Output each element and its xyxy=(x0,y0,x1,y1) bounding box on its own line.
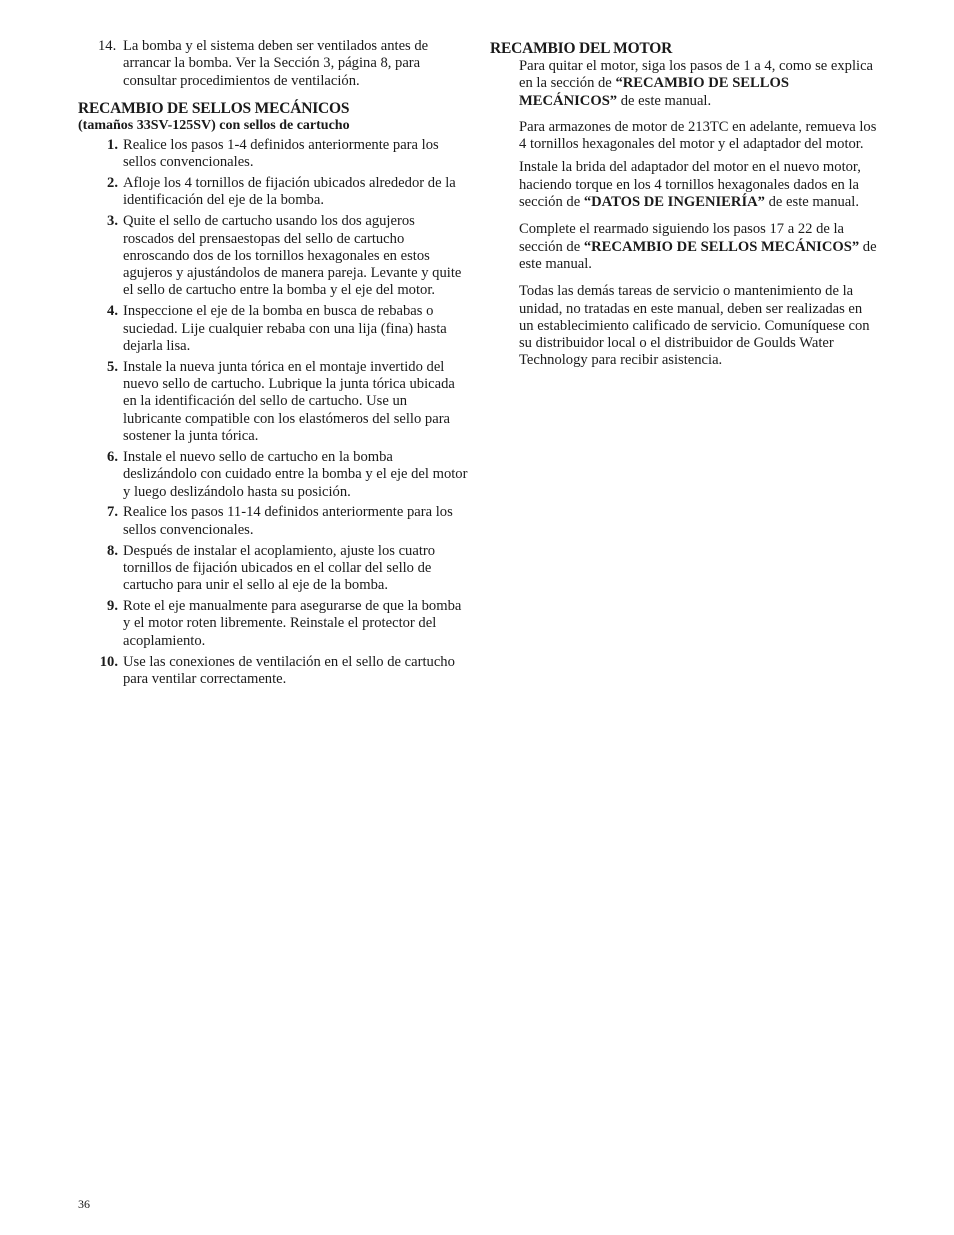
paragraph-motor-frames: Para armazones de motor de 213TC en adelante, remueva los 4 tornillos hexagonales del motor y el adaptador del motor. xyxy=(519,118,877,153)
text-run: de este manual. xyxy=(519,238,877,272)
section-title-seal-replacement: RECAMBIO DE SELLOS MECÁNICOS xyxy=(78,99,350,117)
list-item xyxy=(78,543,468,595)
step-text: Afloje los 4 tornillos de fijación ubicados alrededor de la identificación del eje de la bomba. xyxy=(123,175,456,209)
step-text: Realice los pasos 11-14 definidos anteriormente para los sellos convencionales. xyxy=(123,504,453,538)
text-run: Para quitar el motor, siga los pasos de 1 a 4, como se explica en la sección de xyxy=(519,58,874,92)
step-text: Inspeccione el eje de la bomba en busca de rebabas o suciedad. Lije cualquier rebaba con una lija (fina) hasta dejarla lisa. xyxy=(123,303,447,354)
list-item xyxy=(78,598,468,650)
list-item xyxy=(78,213,468,299)
section-reference: “RECAMBIO DE SELLOS MECÁNICOS” xyxy=(583,238,860,255)
section-subtitle-seal-sizes: (tamaños 33SV-125SV) con sellos de cartucho xyxy=(78,117,350,133)
step-text: Instale la nueva junta tórica en el montaje invertido del nuevo sello de cartucho. Lubrique la junta tórica ubicada en la identificación del sello de cartucho. Use un lubricante compatible con los elastómeros del sello para sostener la junta tórica. xyxy=(123,358,455,445)
step-number: 3. xyxy=(107,213,118,230)
step-number: 7. xyxy=(107,504,118,521)
list-item xyxy=(78,449,468,501)
paragraph-remove-motor xyxy=(519,58,880,110)
list-item xyxy=(78,504,468,539)
list-item xyxy=(78,654,468,689)
left-column xyxy=(78,38,468,688)
right-column xyxy=(490,40,880,370)
text-run: Instale la brida del adaptador del motor en el nuevo motor, haciendo torque en los 4 tornillos hexagonales dados en la sección de xyxy=(519,159,861,211)
intro-step xyxy=(78,38,468,90)
intro-step-number: 14. xyxy=(98,38,117,54)
step-text: Use las conexiones de ventilación en el sello de cartucho para ventilar correctamente. xyxy=(123,653,455,687)
intro-step-text: La bomba y el sistema deben ser ventilados antes de arrancar la bomba. Ver la Sección 3, página 8, para consultar procedimientos de ventilación. xyxy=(123,38,429,89)
seal-replacement-steps xyxy=(78,137,468,688)
step-text: Instale el nuevo sello de cartucho en la bomba deslizándolo con cuidado entre la bomba y el eje del motor y luego deslizándolo hasta su posición. xyxy=(123,448,468,500)
list-item xyxy=(78,303,468,355)
step-number: 4. xyxy=(107,303,118,320)
list-item xyxy=(78,359,468,445)
step-number: 10. xyxy=(99,653,118,670)
list-item xyxy=(78,137,468,172)
page-number: 36 xyxy=(78,1197,90,1211)
motor-replacement-body xyxy=(490,58,880,370)
step-number: 2. xyxy=(107,175,118,192)
step-text: Después de instalar el acoplamiento, ajuste los cuatro tornillos de fijación ubicados en el collar del sello de cartucho para unir el sello al eje de la bomba. xyxy=(123,542,436,594)
text-run: de este manual. xyxy=(764,194,859,211)
section-reference: “DATOS DE INGENIERÍA” xyxy=(583,194,765,211)
step-number: 6. xyxy=(107,448,118,465)
section-title-motor-replacement: RECAMBIO DEL MOTOR xyxy=(490,40,673,57)
step-number: 9. xyxy=(107,598,118,615)
step-number: 5. xyxy=(107,358,118,375)
text-run: de este manual. xyxy=(617,92,712,109)
step-text: Rote el eje manualmente para asegurarse de que la bomba y el motor roten libremente. Reinstale el protector del acoplamiento. xyxy=(123,598,462,649)
section-reference: “RECAMBIO DE SELLOS MECÁNICOS” xyxy=(519,75,789,109)
step-number: 1. xyxy=(107,136,118,153)
step-text: Quite el sello de cartucho usando los dos agujeros roscados del prensaestopas del sello de cartucho enroscando dos de los tornillos hexagonales en estos agujeros y ajustándolos de manera pareja. Levante y quite el sello de cartucho entre la bomba y el eje del motor. xyxy=(123,213,462,299)
paragraph-complete-reassembly xyxy=(519,221,880,273)
step-text: Realice los pasos 1-4 definidos anteriormente para los sellos convencionales. xyxy=(123,136,439,171)
text-run: Complete el rearmado siguiendo los pasos 17 a 22 de la sección de xyxy=(519,221,845,255)
paragraph-install-flange xyxy=(519,159,880,211)
step-number: 8. xyxy=(107,542,118,559)
paragraph-other-service: Todas las demás tareas de servicio o mantenimiento de la unidad, no tratadas en este manual, deben ser realizadas en un establecimiento calificado de servicio. Comuníquese con su distribuidor local o el distribuidor de Goulds Water Technology para recibir asistencia. xyxy=(519,283,870,369)
list-item xyxy=(78,175,468,210)
